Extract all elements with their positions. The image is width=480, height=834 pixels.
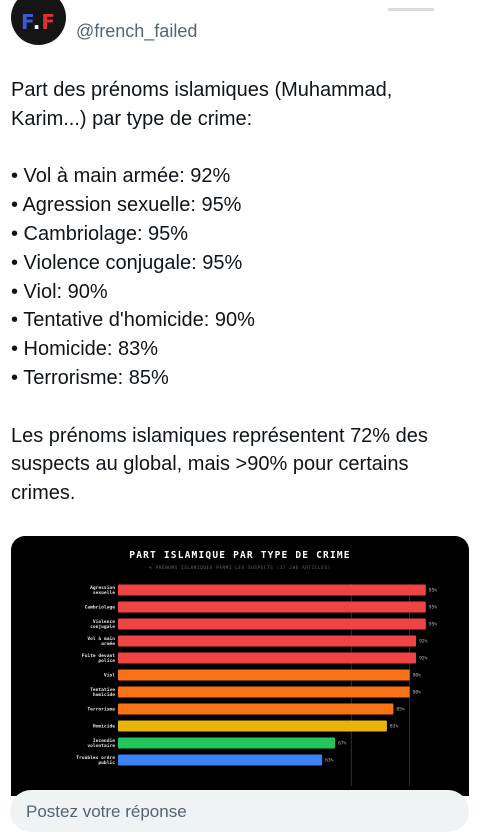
tweet-bullet: • Viol: 90% [11, 280, 108, 303]
category-label-line: conjugale [90, 625, 115, 631]
tweet-body [11, 76, 469, 508]
category-label-line: Troubles ordre [76, 755, 115, 761]
chart-bar [118, 653, 416, 664]
category-label [82, 653, 115, 664]
chart-bar [118, 704, 393, 715]
category-label-line: Viol [103, 673, 115, 679]
category-label-line: Incendie [92, 738, 115, 744]
user-handle[interactable]: @french_failed [76, 21, 198, 41]
chart-bar [118, 738, 335, 749]
chart-bar [118, 721, 387, 732]
value-label: 92% [419, 639, 428, 645]
chart-bar [118, 755, 322, 766]
category-label [90, 619, 115, 630]
category-label [90, 687, 115, 698]
reply-placeholder: Postez votre réponse [26, 802, 187, 821]
tweet-bullet: • Tentative d'homicide: 90% [11, 309, 255, 332]
chart-bar [118, 687, 410, 698]
value-label: 83% [389, 724, 399, 730]
tweet-bullet: • Agression sexuelle: 95% [11, 194, 242, 217]
avatar-logo-dot: . [32, 10, 42, 34]
value-label: 63% [325, 758, 334, 764]
category-label-line: armée [101, 642, 115, 648]
chart-bar [118, 636, 416, 647]
tweet-bullet: • Violence conjugale: 95% [11, 251, 243, 274]
value-label: 85% [396, 707, 405, 713]
chart-subtitle: % PRÉNOMS ISLAMIQUES PARMI LES SUSPECTS (17 286 ARTICLES) [149, 566, 331, 571]
chart-title: PART ISLAMIQUE PAR TYPE DE CRIME [129, 550, 351, 561]
category-label [104, 673, 115, 679]
avatar-logo [11, 10, 66, 34]
category-label-line: Vol à main [87, 636, 115, 642]
reply-input[interactable] [10, 790, 469, 832]
category-label-line: Tentative [90, 687, 115, 693]
category-label-line: police [98, 659, 115, 665]
category-label [76, 755, 115, 766]
tweet-bullet: • Terrorisme: 85% [11, 366, 169, 389]
category-label-line: Agression [90, 585, 115, 591]
tweet-bullet: • Homicide: 83% [11, 338, 159, 361]
tweet-intro: Part des prénoms islamiques (Muhammad, Karim...) par type de crime: [11, 79, 393, 130]
chart-bar [118, 602, 426, 613]
follow-button-edge[interactable] [388, 8, 434, 18]
category-label-line: Fuite devant [81, 653, 115, 659]
chart-bar [118, 585, 426, 596]
avatar-logo-letter: F [20, 10, 33, 34]
avatar[interactable] [11, 0, 66, 45]
category-label-line: public [98, 761, 115, 767]
category-label-line: homicide [92, 693, 115, 699]
tweet-bullet: • Vol à main armée: 92% [11, 165, 231, 188]
category-label [93, 724, 115, 730]
tweet-header [0, 0, 480, 60]
chart-image[interactable] [11, 536, 469, 796]
category-label-line: Terrorisme [87, 707, 115, 713]
value-label: 67% [338, 741, 347, 747]
category-label [85, 605, 116, 611]
category-label-line: Violence [92, 619, 115, 625]
value-label: 90% [412, 690, 421, 696]
category-label [87, 738, 115, 749]
chart-bar [118, 619, 426, 630]
value-label: 95% [428, 605, 438, 611]
chart-bar [118, 670, 410, 681]
category-label [87, 635, 115, 647]
category-label-line: Homicide [92, 724, 115, 730]
bar-chart [11, 536, 469, 796]
category-label-line: volontaire [87, 744, 115, 750]
value-label: 92% [419, 656, 428, 662]
value-label: 95% [428, 588, 438, 594]
category-label-line: Cambriolage [84, 605, 115, 611]
value-label: 95% [428, 622, 438, 628]
value-label: 90% [412, 673, 421, 679]
tweet-conclusion: Les prénoms islamiques représentent 72% des suspects au global, mais >90% pour certains crimes. [11, 424, 428, 505]
avatar-logo-letter: F [41, 10, 56, 34]
category-label-line: sexuelle [92, 591, 115, 597]
category-label [90, 585, 115, 596]
category-label [87, 707, 115, 713]
tweet-bullet: • Cambriolage: 95% [11, 222, 189, 245]
